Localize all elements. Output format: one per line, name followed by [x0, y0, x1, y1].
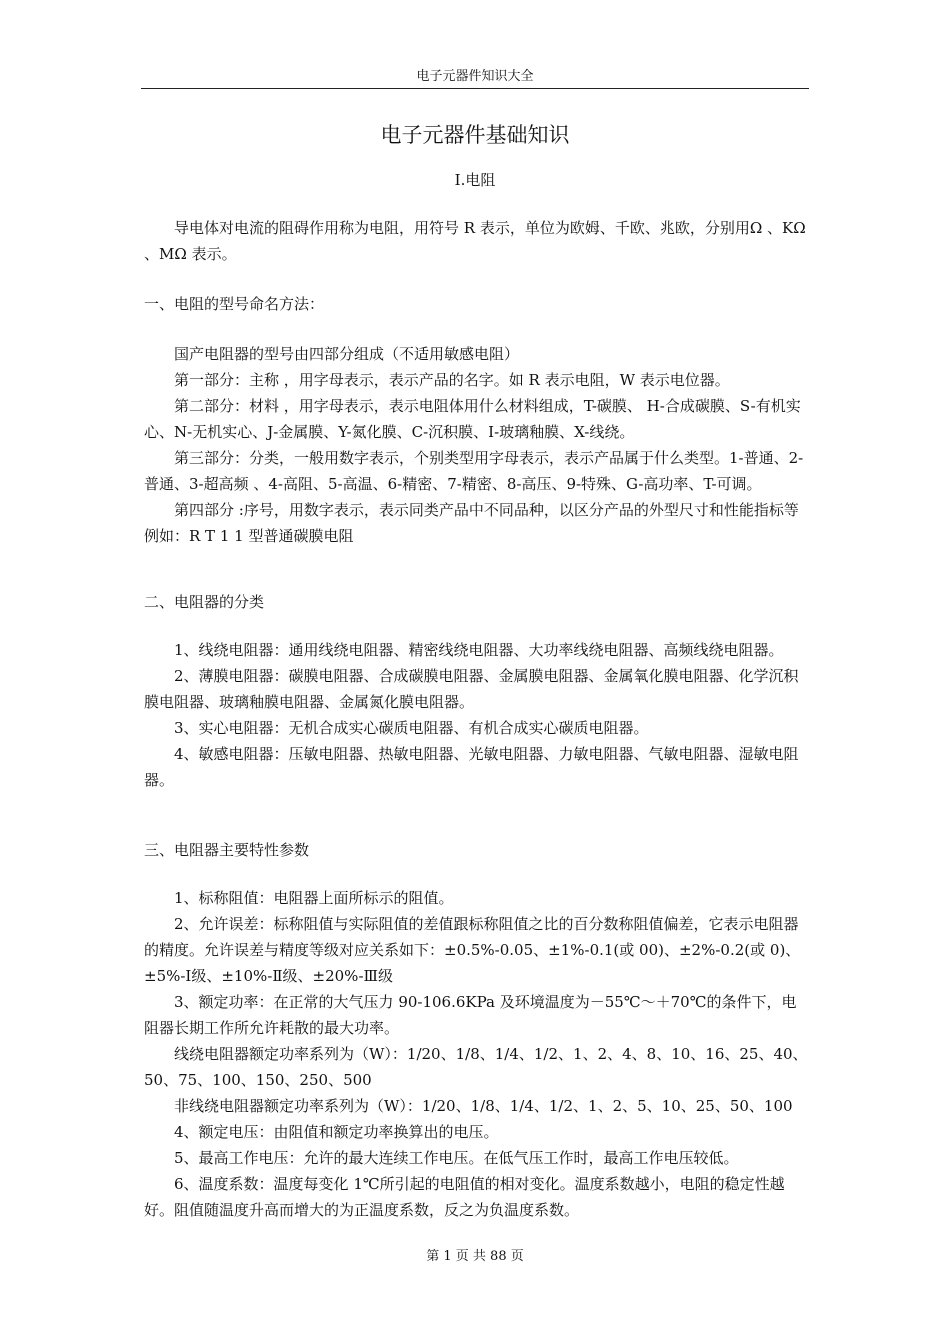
page-footer: 第 1 页 共 88 页 [426, 1249, 524, 1264]
section1-body [144, 341, 819, 549]
section3-paragraph: 非线绕电阻器额定功率系列为（W）：1/20、1/8、1/4、1/2、1、2、5、10、25、50、100 [174, 1097, 793, 1115]
section1-paragraph: 第二部分：材料 ，用字母表示，表示电阻体用什么材料组成，T-碳膜、 H-合成碳膜、S-有机实心、N-无机实心、J-金属膜、Y-氮化膜、C-沉积膜、I-玻璃釉膜、X-线绕。 [144, 397, 801, 441]
section1-paragraph: 第四部分 :序号，用数字表示，表示同类产品中不同品种，以区分产品的外型尺寸和性能指标等 例如：R T 1 1 型普通碳膜电阻 [144, 501, 819, 545]
section3-paragraph: 4、额定电压：由阻值和额定功率换算出的电压。 [174, 1123, 499, 1141]
section2-paragraph: 1、线绕电阻器：通用线绕电阻器、精密线绕电阻器、大功率线绕电阻器、高频线绕电阻器。 [174, 641, 784, 659]
header-rule [141, 88, 809, 89]
section3-paragraph: 2、允许误差：标称阻值与实际阻值的差值跟标称阻值之比的百分数称阻值偏差，它表示电阻器的精度。允许误差与精度等级对应关系如下：±0.5%-0.05、±1%-0.1(或 00)、±2%-0.2(或 0)、±5%-Ⅰ级、±10%-Ⅱ级、±20%-Ⅲ级 [144, 915, 801, 985]
section3-paragraph: 3、额定功率：在正常的大气压力 90-106.6KPa 及环境温度为－55℃～＋70℃的条件下，电阻器长期工作所允许耗散的最大功率。 [144, 993, 797, 1037]
section1-paragraph: 第三部分：分类，一般用数字表示，个别类型用字母表示，表示产品属于什么类型。1-普通、2-普通、3-超高频 、4-高阻、5-高温、6-精密、7-精密、8-高压、9-特殊、G-高功率、T-可调。 [144, 449, 804, 493]
document-title: 电子元器件基础知识 [380, 123, 570, 147]
section3-heading: 三、电阻器主要特性参数 [144, 841, 310, 859]
section2-heading: 二、电阻器的分类 [144, 593, 265, 611]
section2-paragraph: 4、敏感电阻器：压敏电阻器、热敏电阻器、光敏电阻器、力敏电阻器、气敏电阻器、湿敏电阻器。 [144, 745, 799, 789]
section3-paragraph: 6、温度系数：温度每变化 1℃所引起的电阻值的相对变化。温度系数越小，电阻的稳定性越好。阻值随温度升高而增大的为正温度系数，反之为负温度系数。 [144, 1175, 785, 1219]
section3-paragraph: 线绕电阻器额定功率系列为（W）：1/20、1/8、1/4、1/2、1、2、4、8、10、16、25、40、50、75、100、150、250、500 [144, 1045, 808, 1089]
section1-paragraph: 第一部分：主称 ，用字母表示，表示产品的名字。如 R 表示电阻，W 表示电位器。 [174, 371, 730, 389]
running-header: 电子元器件知识大全 [416, 69, 534, 84]
intro-block [144, 215, 808, 267]
section2-heading-block [144, 589, 808, 615]
section3-paragraph: 1、标称阻值：电阻器上面所标示的阻值。 [174, 889, 454, 907]
section1-heading: 一、电阻的型号命名方法： [144, 295, 325, 313]
section2-paragraph: 3、实心电阻器：无机合成实心碳质电阻器、有机合成实心碳质电阻器。 [174, 719, 649, 737]
section1-paragraph: 国产电阻器的型号由四部分组成（不适用敏感电阻） [174, 345, 520, 363]
section3-heading-block [144, 837, 808, 863]
intro-paragraph: 导电体对电流的阻碍作用称为电阻，用符号 R 表示，单位为欧姆、千欧、兆欧，分别用Ω 、KΩ 、MΩ 表示。 [144, 219, 806, 263]
section2-body [144, 637, 808, 793]
section2-paragraph: 2、薄膜电阻器：碳膜电阻器、合成碳膜电阻器、金属膜电阻器、金属氧化膜电阻器、化学沉积膜电阻器、玻璃釉膜电阻器、金属氮化膜电阻器。 [144, 667, 799, 711]
section3-body [144, 885, 808, 1223]
resistor-section-heading: Ⅰ.电阻 [454, 171, 496, 189]
section1-heading-block [144, 291, 808, 317]
section3-paragraph: 5、最高工作电压：允许的最大连续工作电压。在低气压工作时，最高工作电压较低。 [174, 1149, 739, 1167]
